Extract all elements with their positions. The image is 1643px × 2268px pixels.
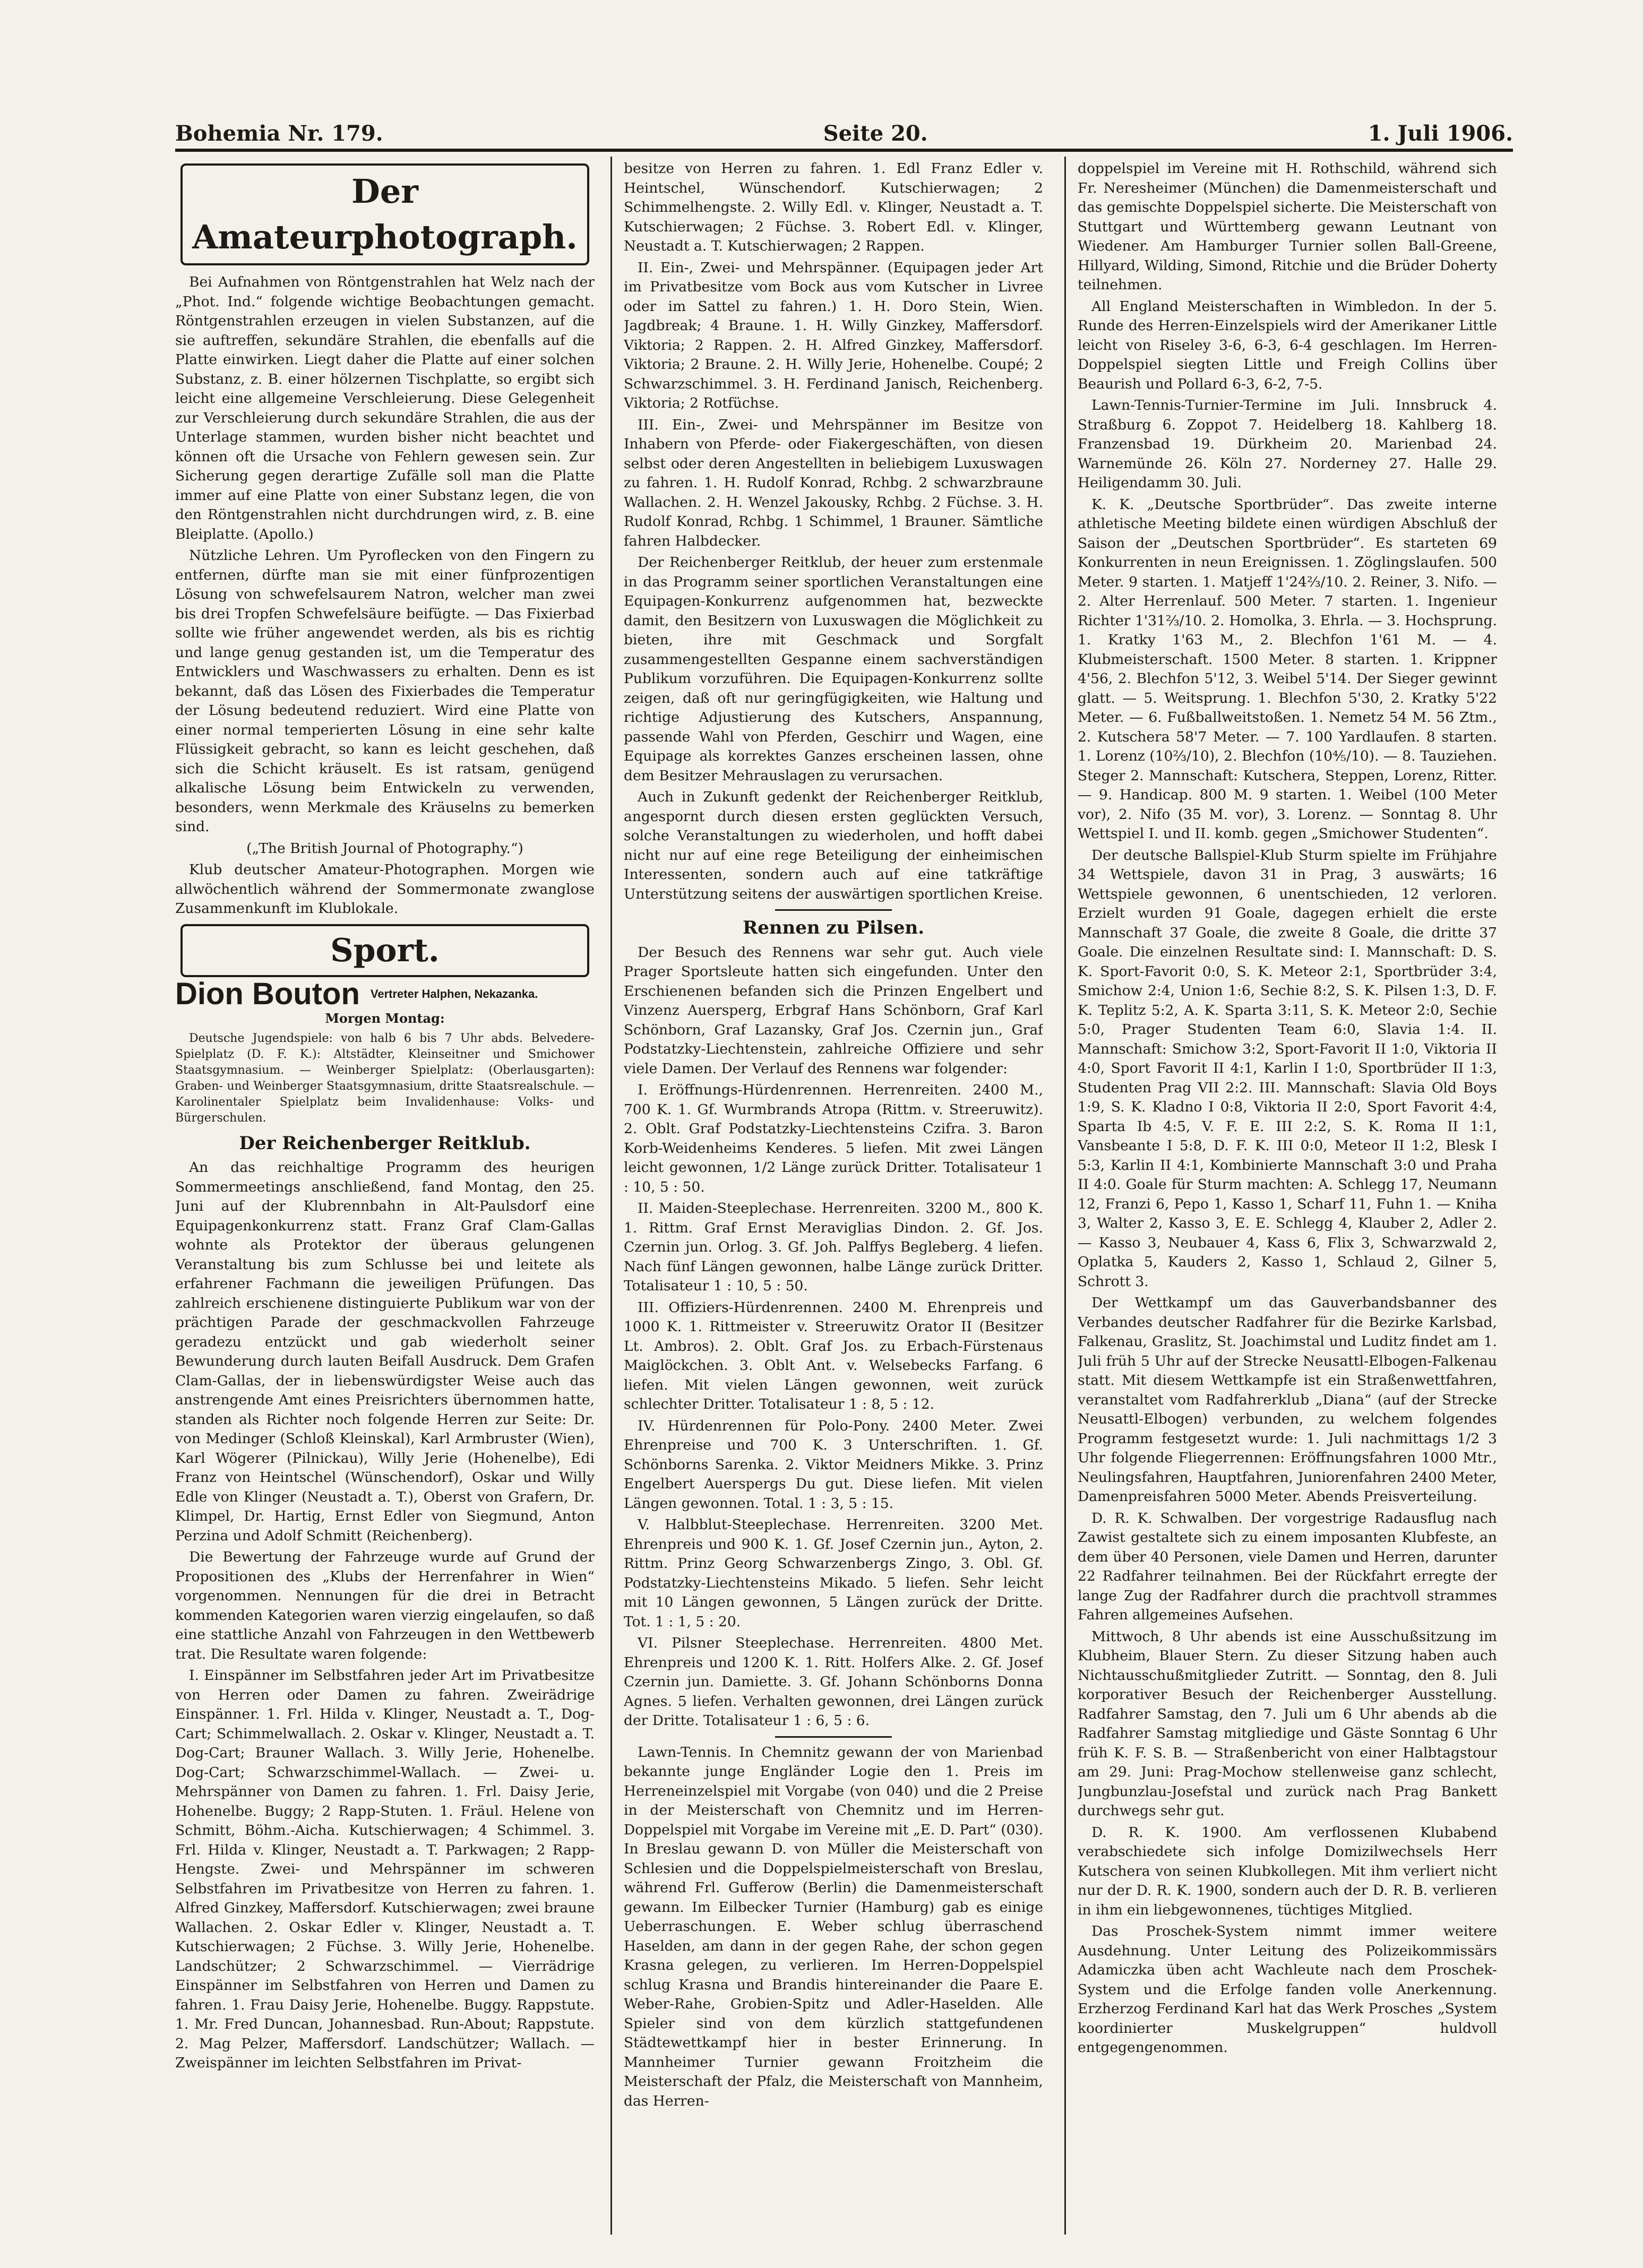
article-paragraph: III. Ein-, Zwei- und Mehrspänner im Besitze von Inhabern von Pferde- oder Fiakergeschäften, von diesen selbst oder deren Angestellten in beliebigem Luxuswagen zu fahren. 1. H. Rudolf Konrad, Rchbg. 2 schwarzbraune Wallachen. 2. H. Wenzel Jakousky, Rchbg. 2 Füchse. 3. H. Rudolf Konrad, Rchbg. 1 Schimmel, 1 Brauner. Sämtliche fahren Halbdecker. [624, 416, 1043, 549]
ad-vendor: Vertreter Halphen, Nekazanka. [370, 987, 538, 1001]
article-title-reitklub: Der Reichenberger Reitklub. [239, 1132, 531, 1154]
article-paragraph: Der Reichenberger Reitklub, der heuer zum erstenmale in das Programm seiner sportlichen Veranstaltungen eine Equipagen-Konkurrenz aufgenommen hat, bezweckte damit, den Besitzern von Luxuswagen die Möglichkeit zu bieten, ihre mit Geschmack und Sorgfalt zusammengestellten Gespanne einem sachverständigen Publikum vorzuführen. Die Equipagen-Konkurrenz sollte zeigen, daß oft nur geringfügigkeiten, wie Haltung und richtige Adjustierung des Kutschers, Anspannung, passende Wahl von Pferden, Geschirr und Wagen, eine Equipage als korrektes Ganzes erscheinen lassen, ohne dem Besitzer Mehrauslagen zu verursachen. [624, 554, 1043, 784]
article-paragraph: I. Einspänner im Selbstfahren jeder Art im Privatbesitze von Herren oder Damen zu fahren. Zweirädrige Einspänner. 1. Frl. Hilda v. Klinger, Neustadt a. T., Dog-Cart; Schimmelwallach. 2. Oskar v. Klinger, Neustadt a. T. Dog-Cart; Brauner Wallach. 3. Willy Jerie, Hohenelbe. Dog-Cart; Schwarzschimmel-Wallach. — Zwei- u. Mehrspänner von Damen zu fahren. 1. Frl. Daisy Jerie, Hohenelbe. Buggy; 2 Rapp-Stuten. 1. Fräul. Helene von Schmitt, Böhm.-Aicha. Kutschierwagen; 4 Schimmel. 3. Frl. Hilda v. Klinger, Neustadt a. T. Parkwagen; 2 Rapp-Hengste. Zwei- und Mehrspänner im schweren Selbstfahren im Privatbesitze von Herren zu fahren. 1. Alfred Ginzkey, Maffersdorf. Kutschierwagen; zwei braune Wallachen. 2. Oskar Edler v. Klinger, Neustadt a. T. Kutschierwagen; 2 Füchse. 3. Willy Jerie, Hohenelbe. Landschützer; 2 Schwarzschimmel. — Vierrädrige Einspänner im Selbstfahren von Herren und Damen zu fahren. 1. Frau Daisy Jerie, Hohenelbe. Buggy. Rappstute. 1. Mr. Fred Duncan, Johannesbad. Run-About; Rappstute. 2. Mag Pelzer, Maffersdorf. Landschützer; Wallach. — Zweispänner im leichten Selbstfahren im Privat- [175, 1667, 595, 2071]
race-result: I. Eröffnungs-Hürdenrennen. Herrenreiten. 2400 M., 700 K. 1. Gf. Wurmbrands Atropa (Rittm. v. Streeruwitz). 2. Oblt. Graf Podstatzky-Liechtensteins Czifra. 3. Baron Korb-Weidenheims Kenderes. 5 liefen. Mit zwei Längen leicht gewonnen, 1/2 Länge zurück Dritter. Totalisateur 1 : 10, 5 : 50. [624, 1082, 1043, 1195]
article-paragraph: K. K. „Deutsche Sportbrüder“. Das zweite interne athletische Meeting bildete einen würdigen Abschluß der Saison der „Deutschen Sportbrüder“. Es starteten 69 Konkurrenten in neun Ereignissen. 1. Zöglingslaufen. 500 Meter. 9 starten. 1. Matjeff 1'24⅔/10. 2. Reiner, 3. Nifo. — 2. Alter Herrenlauf. 500 Meter. 7 starten. 1. Ingenieur Richter 1'31⅔/10. 2. Homolka, 3. Ehrla. — 3. Hochsprung. 1. Kratky 1'63 M., 2. Blechfon 1'61 M. — 4. Klubmeisterschaft. 1500 Meter. 8 starten. 1. Krippner 4'56, 2. Blechfon 5'12, 3. Weibel 5'14. Der Sieger gewinnt glatt. — 5. Weitsprung. 1. Blechfon 5'30, 2. Kratky 5'22 Meter. — 6. Fußballweitstoßen. 1. Nemetz 54 M. 56 Ztm., 2. Kutschera 58'7 Meter. — 7. 100 Yardlaufen. 8 starten. 1. Lorenz (10⅔/10), 2. Blechfon (10⅘/10). — 8. Tauziehen. Steger 2. Mannschaft: Kutschera, Steppen, Lorenz, Ritter. — 9. Handicap. 800 M. 9 starten. 1. Weibel (100 Meter vor), 2. Nifo (35 M. vor), 3. Lorenz. — Sonntag 8. Uhr Wettspiel I. und II. komb. gegen „Smichower Studenten“. [1078, 496, 1497, 842]
header-rule [175, 149, 1513, 152]
section-separator [775, 909, 892, 911]
column-divider [610, 157, 612, 2235]
article-paragraph: Die Bewertung der Fahrzeuge wurde auf Grund der Propositionen des „Klubs der Herrenfahrer in Wien“ vorgenommen. Nennungen für die drei in Betracht kommenden Kategorien waren vierzig eingelaufen, so daß eine stattliche Anzahl von Fahrzeugen in den Wettbewerb trat. Die Resultate waren folgende: [175, 1549, 595, 1662]
article-paragraph: doppelspiel im Vereine mit H. Rothschild, während sich Fr. Neresheimer (München) die Damenmeisterschaft und das gemischte Doppelspiel sicherte. Die Meisterschaft von Stuttgart und Württemberg gewann Leutnant von Wiedener. Am Hamburger Turnier sollen Ball-Greene, Hillyard, Wilding, Simond, Ritchie und die Brüder Doherty teilnehmen. [1078, 160, 1497, 293]
article-paragraph: II. Ein-, Zwei- und Mehrspänner. (Equipagen jeder Art im Privatbesitze vom Bock aus vom Kutscher in Livree oder im Sattel zu fahren.) 1. H. Doro Stein, Wien. Jagdbreak; 4 Braune. 1. H. Willy Ginzkey, Maffersdorf. Viktoria; 2 Rappen. 2. H. Alfred Ginzkey, Maffersdorf. Viktoria; 2 Braune. 2. H. Willy Jerie, Hohenelbe. Coupé; 2 Schwarzschimmel. 3. H. Ferdinand Janisch, Reichenberg. Viktoria; 2 Rotfüchse. [624, 259, 1043, 411]
column-2 [624, 159, 1043, 2229]
schedule-heading: Morgen Montag: [325, 1011, 445, 1026]
header-right: 1. Juli 1906. [1367, 121, 1513, 146]
section-title-amateur: Der Amateurphotograph. [180, 163, 589, 265]
article-paragraph: Der Wettkampf um das Gauverbandsbanner des Verbandes deutscher Radfahrer für die Bezirke Karlsbad, Falkenau, Graslitz, St. Joachimstal und Luditz findet am 1. Juli früh 5 Uhr auf der Strecke Neusattl-Elbogen-Falkenau statt. Mit diesem Wettkampfe ist ein Straßenwettfahren, veranstaltet vom Radfahrerklub „Diana“ (auf der Strecke Neusattl-Elbogen) verbunden, zu welchem folgendes Programm festgesetzt wurde: 1. Juli nachmittags 1/2 3 Uhr folgende Fliegerrennen: Eröffnungsfahren 1000 Mtr., Neulingsfahren, Hauptfahren, Juniorenfahren 2400 Meter, Damenpreisfahren 5000 Meter. Abends Preisverteilung. [1078, 1295, 1497, 1505]
article-paragraph: besitze von Herren zu fahren. 1. Edl Franz Edler v. Heintschel, Wünschendorf. Kutschierwagen; 2 Schimmelhengste. 2. Willy Edl. v. Klinger, Neustadt a. T. Kutschierwagen; 2 Füchse. 3. Robert Edl. v. Klinger, Neustadt a. T. Kutschierwagen; 2 Rappen. [624, 160, 1043, 254]
race-result: V. Halbblut-Steeplechase. Herrenreiten. 3200 Met. Ehrenpreis und 900 K. 1. Gf. Josef Czernin jun., Ayton, 2. Rittm. Prinz Georg Schwarzenbergs Zingo, 3. Obl. Gf. Podstatzky-Liechtensteins Mikado. 5 liefen. Sehr leicht mit 10 Längen gewonnen, 5 Längen zurück der Dritte. Tot. 1 : 1, 5 : 20. [624, 1516, 1043, 1630]
section-separator [775, 1736, 892, 1738]
column-3 [1078, 159, 1497, 2229]
advertisement-dion-bouton [175, 976, 595, 1011]
article-paragraph: Das Proschek-System nimmt immer weitere Ausdehnung. Unter Leitung des Polizeikommissärs Adamiczka üben acht Wachleute nach dem Proschek-System und die Erfolge fanden volle Anerkennung. Erzherzog Ferdinand Karl hat das Werk Prosches „System koordinierter Muskelgruppen“ huldvoll entgegengenommen. [1078, 1923, 1497, 2056]
race-result: VI. Pilsner Steeplechase. Herrenreiten. 4800 Met. Ehrenpreis und 1200 K. 1. Ritt. Holfers Alke. 2. Gf. Josef Czernin jun. Damiette. 3. Gf. Johann Schönborns Donna Agnes. 5 liefen. Verhalten gewonnen, drei Längen zurück der Dritte. Totalisateur 1 : 6, 5 : 6. [624, 1635, 1043, 1729]
article-paragraph-lawn-tennis: Lawn-Tennis. In Chemnitz gewann der von Marienbad bekannte junge Engländer Logie den 1. Preis im Herreneinzelspiel mit Vorgabe (von 040) und die 2 Preise in der Meisterschaft von Chemnitz und im Herren-Doppelspiel mit Vorgabe im Vereine mit „E. D. Part“ (030). In Breslau gewann D. von Müller die Meisterschaft von Schlesien und die Doppelspielmeisterschaft von Breslau, während Frl. Gufferow (Berlin) die Damenmeisterschaft gewann. Im Eilbecker Turnier (Hamburg) gab es einige Ueberraschungen. E. Weber schlug überraschend Haselden, am dann in der gegen Rahe, der schon gegen Krasna gelegen, zu verlieren. Im Herren-Doppelspiel schlug Krasna und Brandis hintereinander die Paare E. Weber-Rahe, Grobien-Spitz und Adler-Haselden. Alle Spieler sind von dem kürzlich stattgefundenen Städtewettkampf hier in bester Erinnerung. In Mannheimer Turnier gewann Froitzheim die Meisterschaft der Pfalz, die Meisterschaft von Mannheim, das Herren- [624, 1744, 1043, 2109]
article-paragraph: Mittwoch, 8 Uhr abends ist eine Ausschußsitzung im Klubheim, Blauer Stern. Zu dieser Sitzung haben auch Nichtausschußmitglieder Zutritt. — Sonntag, den 8. Juli korporativer Besuch der Reichenberger Ausstellung. Radfahrer Samstag, den 7. Juli um 6 Uhr abends ab die Radfahrer Samstag mitgliedige und Gäste Sonntag 6 Uhr früh K. F. S. B. — Straßenbericht von einer Halbtagstour am 29. Juni: Prag-Mochow stellenweise ganz schlecht, Jungbunzlau-Josefstal und zurück nach Prag Bankett durchwegs sehr gut. [1078, 1628, 1497, 1819]
header-left: Bohemia Nr. 179. [175, 121, 383, 146]
page-header [175, 109, 1513, 146]
schedule-text: Deutsche Jugendspiele: von halb 6 bis 7 Uhr abds. Belvedere-Spielplatz (D. F. K.): Altstädter, Kleinseitner und Smichower Staatsgymnasium. — Weinberger Spielplatz: (Oberlausgarten): Graben- und Weinberger Staatsgymnasium, dritte Staatsrealschule. — Karolinentaler Spielplatz beim Invalidenhause: Volks- und Bürgerschulen. [175, 1031, 595, 1125]
article-paragraph: D. R. K. Schwalben. Der vorgestrige Radausflug nach Zawist gestaltete sich zu einem imposanten Klubfeste, an dem über 40 Personen, viele Damen und Herren, darunter 22 Radfahrer teilnahmen. Bei der Rückfahrt erregte der lange Zug der Radfahrer durch die prachtvoll strammes Fahren allgemeines Aufsehen. [1078, 1510, 1497, 1623]
article-source: („The British Journal of Photography.“) [246, 840, 523, 857]
header-center: Seite 20. [823, 121, 928, 146]
article-paragraph: Nützliche Lehren. Um Pyroflecken von den Fingern zu entfernen, dürfte man sie mit einer fünfprozentigen Lösung von schwefelsaurem Natron, welcher man zwei bis drei Tropfen Schwefelsäure beifügte. — Das Fixierbad sollte wie früher angewendet werden, als bis es richtig und lange genug gestanden ist, um die Temperatur des Entwicklers und Waschwassers zu erhalten. Denn es ist bekannt, daß das Lösen des Fixierbades die Temperatur der Lösung bedeutend reduziert. Wird eine Platte von einer normal temperierten Lösung in eine sehr kalte Flüssigkeit gebracht, so kann es leicht geschehen, daß sich die Schicht kräuselt. Es ist ratsam, genügend alkalische Lösung beim Entwickeln zu verwenden, besonders, wenn Merkmale des Kräuselns zu bemerken sind. [175, 547, 595, 835]
article-paragraph: Klub deutscher Amateur-Photographen. Morgen wie allwöchentlich während der Sommermonate zwanglose Zusammenkunft im Klublokale. [175, 861, 595, 917]
column-divider [1064, 157, 1066, 2235]
article-paragraph: Der Besuch des Rennens war sehr gut. Auch viele Prager Sportsleute hatten sich eingefunden. Unter den Erschienenen befanden sich die Prinzen Engelbert und Vinzenz Auersperg, Erbgraf Hans Schönborn, Graf Karl Schönborn, Graf Lazansky, Graf Jos. Czernin jun., Graf Podstatzky-Liechtenstein, zahlreiche Offiziere und sehr viele Damen. Der Verlauf des Rennens war folgender: [624, 944, 1043, 1077]
article-paragraph: All England Meisterschaften in Wimbledon. In der 5. Runde des Herren-Einzelspiels wird der Amerikaner Little leicht von Riseley 3-6, 6-3, 6-4 geschlagen. Im Herren-Doppelspiel siegten Little und Freigh Collins über Beaurish und Pollard 6-3, 6-2, 7-5. [1078, 298, 1497, 392]
article-paragraph: D. R. K. 1900. Am verflossenen Klubabend verabschiedete sich infolge Domizilwechsels Herr Kutschera von seinen Klubkollegen. Mit ihm verliert nicht nur der D. R. K. 1900, sondern auch der D. R. B. verlieren in ihm ein liebgewonnenes, tüchtiges Mitglied. [1078, 1824, 1497, 1918]
article-paragraph: Auch in Zukunft gedenkt der Reichenberger Reitklub, angespornt durch diesen ersten geglückten Versuch, solche Veranstaltungen zu wiederholen, und hofft dabei nicht nur auf eine rege Beteiligung der einheimischen Interessenten, sondern auch auf eine tatkräftige Unterstützung seitens der auswärtigen sportlichen Kreise. [624, 789, 1043, 902]
section-title-sport: Sport. [180, 924, 589, 977]
race-result: IV. Hürdenrennen für Polo-Pony. 2400 Meter. Zwei Ehrenpreise und 700 K. 3 Unterschriften. 1. Gf. Schönborns Sarenka. 2. Viktor Meidners Mikke. 3. Prinz Engelbert Auerspergs Du gut. Diese liefen. Mit vielen Längen gewonnen. Total. 1 : 3, 5 : 15. [624, 1417, 1043, 1512]
column-1 [175, 159, 595, 2229]
article-paragraph: Lawn-Tennis-Turnier-Termine im Juli. Innsbruck 4. Straßburg 6. Zoppot 7. Heidelberg 18. Kahlberg 18. Franzensbad 19. Dürkheim 20. Marienbad 24. Warnemünde 26. Köln 27. Norderney 27. Halle 29. Heiligendamm 30. Juli. [1078, 397, 1497, 491]
race-result: II. Maiden-Steeplechase. Herrenreiten. 3200 M., 800 K. 1. Rittm. Graf Ernst Meraviglias Dindon. 2. Gf. Jos. Czernin jun. Orlog. 3. Gf. Joh. Palffys Begleberg. 4 liefen. Nach fünf Längen gewonnen, halbe Länge zurück Dritter. Totalisateur 1 : 10, 5 : 50. [624, 1200, 1043, 1294]
article-paragraph: Der deutsche Ballspiel-Klub Sturm spielte im Frühjahre 34 Wettspiele, davon 31 in Prag, 3 auswärts; 16 Wettspiele gewonnen, 6 unentschieden, 12 verloren. Erzielt wurden 91 Goale, dagegen erhielt die erste Mannschaft 37 Goale, die zweite 8 Goale, die dritte 37 Goale. Die einzelnen Resultate sind: I. Mannschaft: D. S. K. Sport-Favorit 0:0, S. K. Meteor 2:1, Sportbrüder 3:4, Smichow 2:4, Union 1:6, Sechie 8:2, S. K. Pilsen 1:3, D. F. K. Teplitz 5:2, A. K. Sparta 3:11, S. K. Meteor 2:0, Sechie 5:0, Prager Studenten Team 6:0, Slavia 1:4. II. Mannschaft: Smichow 3:2, Sport-Favorit II 1:0, Viktoria II 4:0, Sport Favorit II 4:1, Karlin I 1:0, Sportbrüder II 1:3, Studenten Prag VII 2:2. III. Mannschaft: Slavia Old Boys 1:9, S. K. Kladno I 0:8, Viktoria II 2:0, Sport Favorit 4:4, Sparta Ib 4:5, V. F. E. III 2:2, S. K. Roma II 1:1, Vansbeante I 5:8, D. F. K. III 0:0, Meteor II 1:2, Blesk I 5:3, Karlin II 4:1, Kombinierte Mannschaft 3:0 und Praha II 4:0. Goale für Sturm machten: A. Schlegg 17, Neumann 12, Franzi 6, Pepo 1, Kasso 1, Scharf 11, Fuhn 1. — Kniha 3, Walter 2, Kasso 3, E. E. Schlegg 4, Klauber 2, Adler 2. — Kasso 3, Neubauer 4, Kass 6, Flix 3, Schwarzwald 2, Oplatka 5, Kauders 2, Kasso 1, Schlaud 2, Gilner 5, Schrott 3. [1078, 847, 1497, 1290]
article-title-rennen: Rennen zu Pilsen. [742, 917, 925, 938]
article-paragraph: Bei Aufnahmen von Röntgenstrahlen hat Welz nach der „Phot. Ind.“ folgende wichtige Beobachtungen gemacht. Röntgenstrahlen erzeugen in vielen Substanzen, auf die sie auftreffen, sekundäre Strahlen, die ebenfalls auf die Platte einwirken. Liegt daher die Platte auf einer solchen Substanz, z. B. einer hölzernen Tischplatte, so ergibt sich leicht eine allgemeine Verschleierung. Diese Gelegenheit zur Verschleierung durch sekundäre Strahlen, die aus der Unterlage stammen, wurden bisher nicht beachtet und können oft die Ursache von Fehlern gewesen sein. Zur Sicherung gegen derartige Zufälle soll man die Platte immer auf eine Platte von einer Substanz legen, die von den Röntgenstrahlen nicht durchdrungen wird, z. B. eine Bleiplatte. (Apollo.) [175, 274, 595, 542]
article-paragraph: An das reichhaltige Programm des heurigen Sommermeetings anschließend, fand Montag, den 25. Juni auf der Klubrennbahn in Alt-Paulsdorf eine Equipagenkonkurrenz statt. Franz Graf Clam-Gallas wohnte als Protektor der überaus gelungenen Veranstaltung bis zum Schlusse bei und leitete als erfahrener Fachmann die jeweiligen Prüfungen. Das zahlreich erschienene distinguierte Publikum war von der prächtigen Parade der geschmackvollen Fahrzeuge geradezu entzückt und gab wiederholt seiner Bewunderung durch lauten Beifall Ausdruck. Dem Grafen Clam-Gallas, der in liebenswürdigster Weise auch das anstrengende Amt eines Preisrichters übernommen hatte, standen als Richter noch folgende Herren zur Seite: Dr. von Medinger (Schloß Kleinskal), Karl Armbruster (Wien), Karl Wögerer (Pilnickau), Willy Jerie (Hohenelbe), Edi Franz von Heintschel (Wünschendorf), Oskar und Willy Edle von Klinger (Neustadt a. T.), Oberst von Grafern, Dr. Klimpel, Dr. Hartig, Ernst Edler von Siegmund, Anton Perzina und Adolf Schmitt (Reichenberg). [175, 1159, 595, 1544]
race-result: III. Offiziers-Hürdenrennen. 2400 M. Ehrenpreis und 1000 K. 1. Rittmeister v. Streeruwitz Orator II (Besitzer Lt. Ambros). 2. Oblt. Graf Jos. zu Erbach-Fürstenaus Maiglöckchen. 3. Oblt Ant. v. Welsebecks Farfang. 6 liefen. Mit vielen Längen gewonnen, weit zurück schlechter Dritter. Totalisateur 1 : 8, 5 : 12. [624, 1299, 1043, 1412]
ad-brand-name: Dion Bouton [175, 976, 360, 1011]
